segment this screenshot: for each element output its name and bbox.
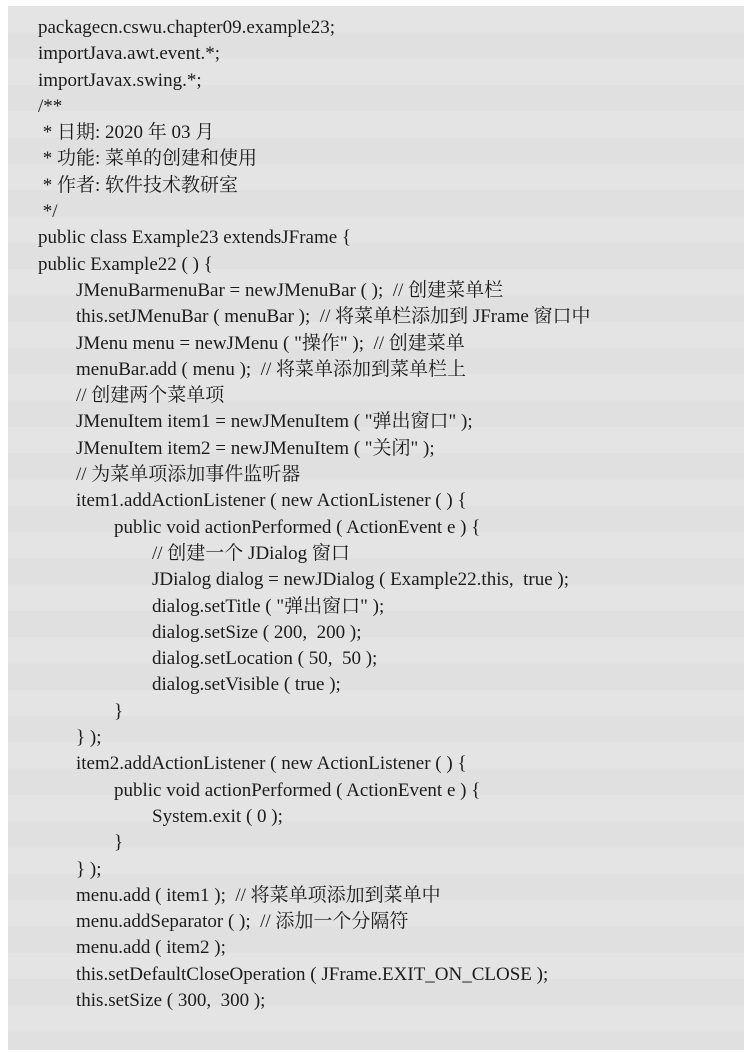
code-line: item1.addActionListener ( new ActionListener ( ) { [76,490,467,512]
code-line: * 作者: 软件技术教研室 [38,174,239,196]
code-line: * 功能: 菜单的创建和使用 [38,148,258,170]
code-line: this.setDefaultCloseOperation ( JFrame.EXIT_ON_CLOSE ); [76,963,549,985]
code-line: menu.add ( item1 ); // 将菜单项添加到菜单中 [76,884,441,906]
code-listing [8,6,744,1050]
code-line: menu.addSeparator ( ); // 添加一个分隔符 [76,911,409,933]
code-line: /** [38,95,63,117]
code-line: item2.addActionListener ( new ActionListener ( ) { [76,753,467,775]
code-line: */ [38,201,58,223]
code-line: * 日期: 2020 年 03 月 [38,122,215,144]
code-line: // 为菜单项添加事件监听器 [76,464,301,486]
code-line: importJava.awt.event.*; [38,43,221,65]
code-line: // 创建一个 JDialog 窗口 [152,542,350,564]
code-line: public void actionPerformed ( ActionEvent e ) { [114,516,481,538]
code-line: dialog.setSize ( 200, 200 ); [152,621,362,643]
code-line: JMenuItem item2 = newJMenuItem ( "关闭" ); [76,437,435,459]
code-line: dialog.setVisible ( true ); [152,674,341,696]
code-line: menuBar.add ( menu ); // 将菜单添加到菜单栏上 [76,358,466,380]
code-line: JMenuBarmenuBar = newJMenuBar ( ); // 创建菜单栏 [76,279,504,301]
code-line: System.exit ( 0 ); [152,805,283,827]
code-line: menu.add ( item2 ); [76,937,226,959]
code-line: this.setSize ( 300, 300 ); [76,989,266,1011]
code-line: } ); [76,858,102,880]
code-line: JDialog dialog = newJDialog ( Example22.this, true ); [152,569,570,591]
code-line: JMenuItem item1 = newJMenuItem ( "弹出窗口" ); [76,411,473,433]
code-line: } [114,700,124,722]
code-line: } [114,832,124,854]
code-line: public class Example23 extendsJFrame { [38,227,352,249]
code-line: public Example22 ( ) { [38,253,213,275]
code-line: public void actionPerformed ( ActionEvent e ) { [114,779,481,801]
code-line: dialog.setLocation ( 50, 50 ); [152,648,378,670]
code-line: JMenu menu = newJMenu ( "操作" ); // 创建菜单 [76,332,465,354]
code-line: dialog.setTitle ( "弹出窗口" ); [152,595,385,617]
code-line: this.setJMenuBar ( menuBar ); // 将菜单栏添加到 JFrame 窗口中 [76,306,591,328]
code-line: // 创建两个菜单项 [76,385,225,407]
code-line: } ); [76,727,102,749]
code-line: importJavax.swing.*; [38,69,202,91]
code-line: packagecn.cswu.chapter09.example23; [38,17,336,38]
